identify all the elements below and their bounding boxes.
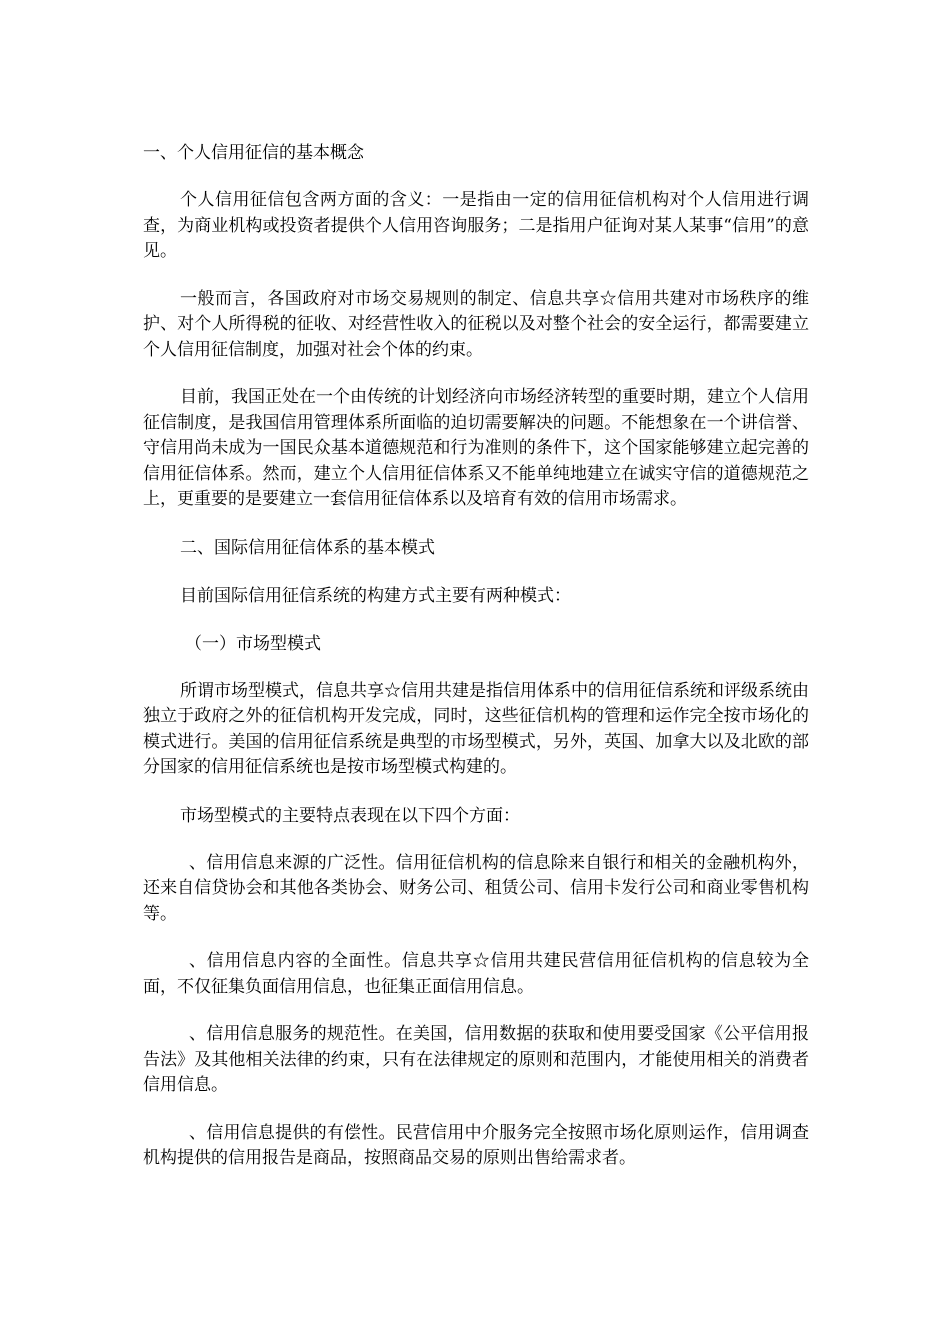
section-heading-2: 二、国际信用征信体系的基本模式 xyxy=(180,537,435,558)
section-heading-1: 一、个人信用征信的基本概念 xyxy=(143,143,364,163)
paragraph: 目前，我国正处在一个由传统的计划经济向市场经济转型的重要时期，建立个人信用征信制度，是我国信用管理体系所面临的迫切需要解决的问题。不能想象在一个讲信誉、守信用尚未成为一国民众基本道德规范和行为准则的条件下，这个国家能够建立起完善的信用征信体系。然而，建立个人信用征信体系又不能单纯地建立在诚实守信的道德规范之上，更重要的是要建立一套信用征信体系以及培育有效的信用市场需求。 xyxy=(143,387,809,509)
section-intro: 目前国际信用征信系统的构建方式主要有两种模式： xyxy=(180,585,571,606)
document-body xyxy=(143,140,809,1194)
feature-item: 、信用信息内容的全面性。信息共享☆信用共建民营信用征信机构的信息较为全面，不仅征集负面信用信息，也征集正面信用信息。 xyxy=(143,951,809,997)
paragraph: 个人信用征信包含两方面的含义：一是指由一定的信用征信机构对个人信用进行调查，为商业机构或投资者提供个人信用咨询服务；二是指用户征询对某人某事“信用”的意见。 xyxy=(143,190,809,261)
paragraph: 所谓市场型模式，信息共享☆信用共建是指信用体系中的信用征信系统和评级系统由独立于政府之外的征信机构开发完成，同时，这些征信机构的管理和运作完全按市场化的模式进行。美国的信用征信系统是典型的市场型模式，另外，英国、加拿大以及北欧的部分国家的信用征信系统也是按市场型模式构建的。 xyxy=(143,680,809,777)
feature-item: 、信用信息服务的规范性。在美国，信用数据的获取和使用要受国家《公平信用报告法》及其他相关法律的约束，只有在法律规定的原则和范围内，才能使用相关的消费者信用信息。 xyxy=(143,1024,809,1095)
feature-item: 、信用信息来源的广泛性。信用征信机构的信息除来自银行和相关的金融机构外，还来自信贷协会和其他各类协会、财务公司、租赁公司、信用卡发行公司和商业零售机构等。 xyxy=(143,852,809,924)
feature-item: 、信用信息提供的有偿性。民营信用中介服务完全按照市场化原则运作，信用调查机构提供的信用报告是商品，按照商品交易的原则出售给需求者。 xyxy=(143,1122,809,1168)
features-intro: 市场型模式的主要特点表现在以下四个方面： xyxy=(180,805,520,826)
subsection-heading: （一）市场型模式 xyxy=(185,633,321,654)
paragraph: 一般而言，各国政府对市场交易规则的制定、信息共享☆信用共建对市场秩序的维护、对个人所得税的征收、对经营性收入的征税以及对整个社会的安全运行，都需要建立个人信用征信制度，加强对社会个体的约束。 xyxy=(143,288,809,360)
